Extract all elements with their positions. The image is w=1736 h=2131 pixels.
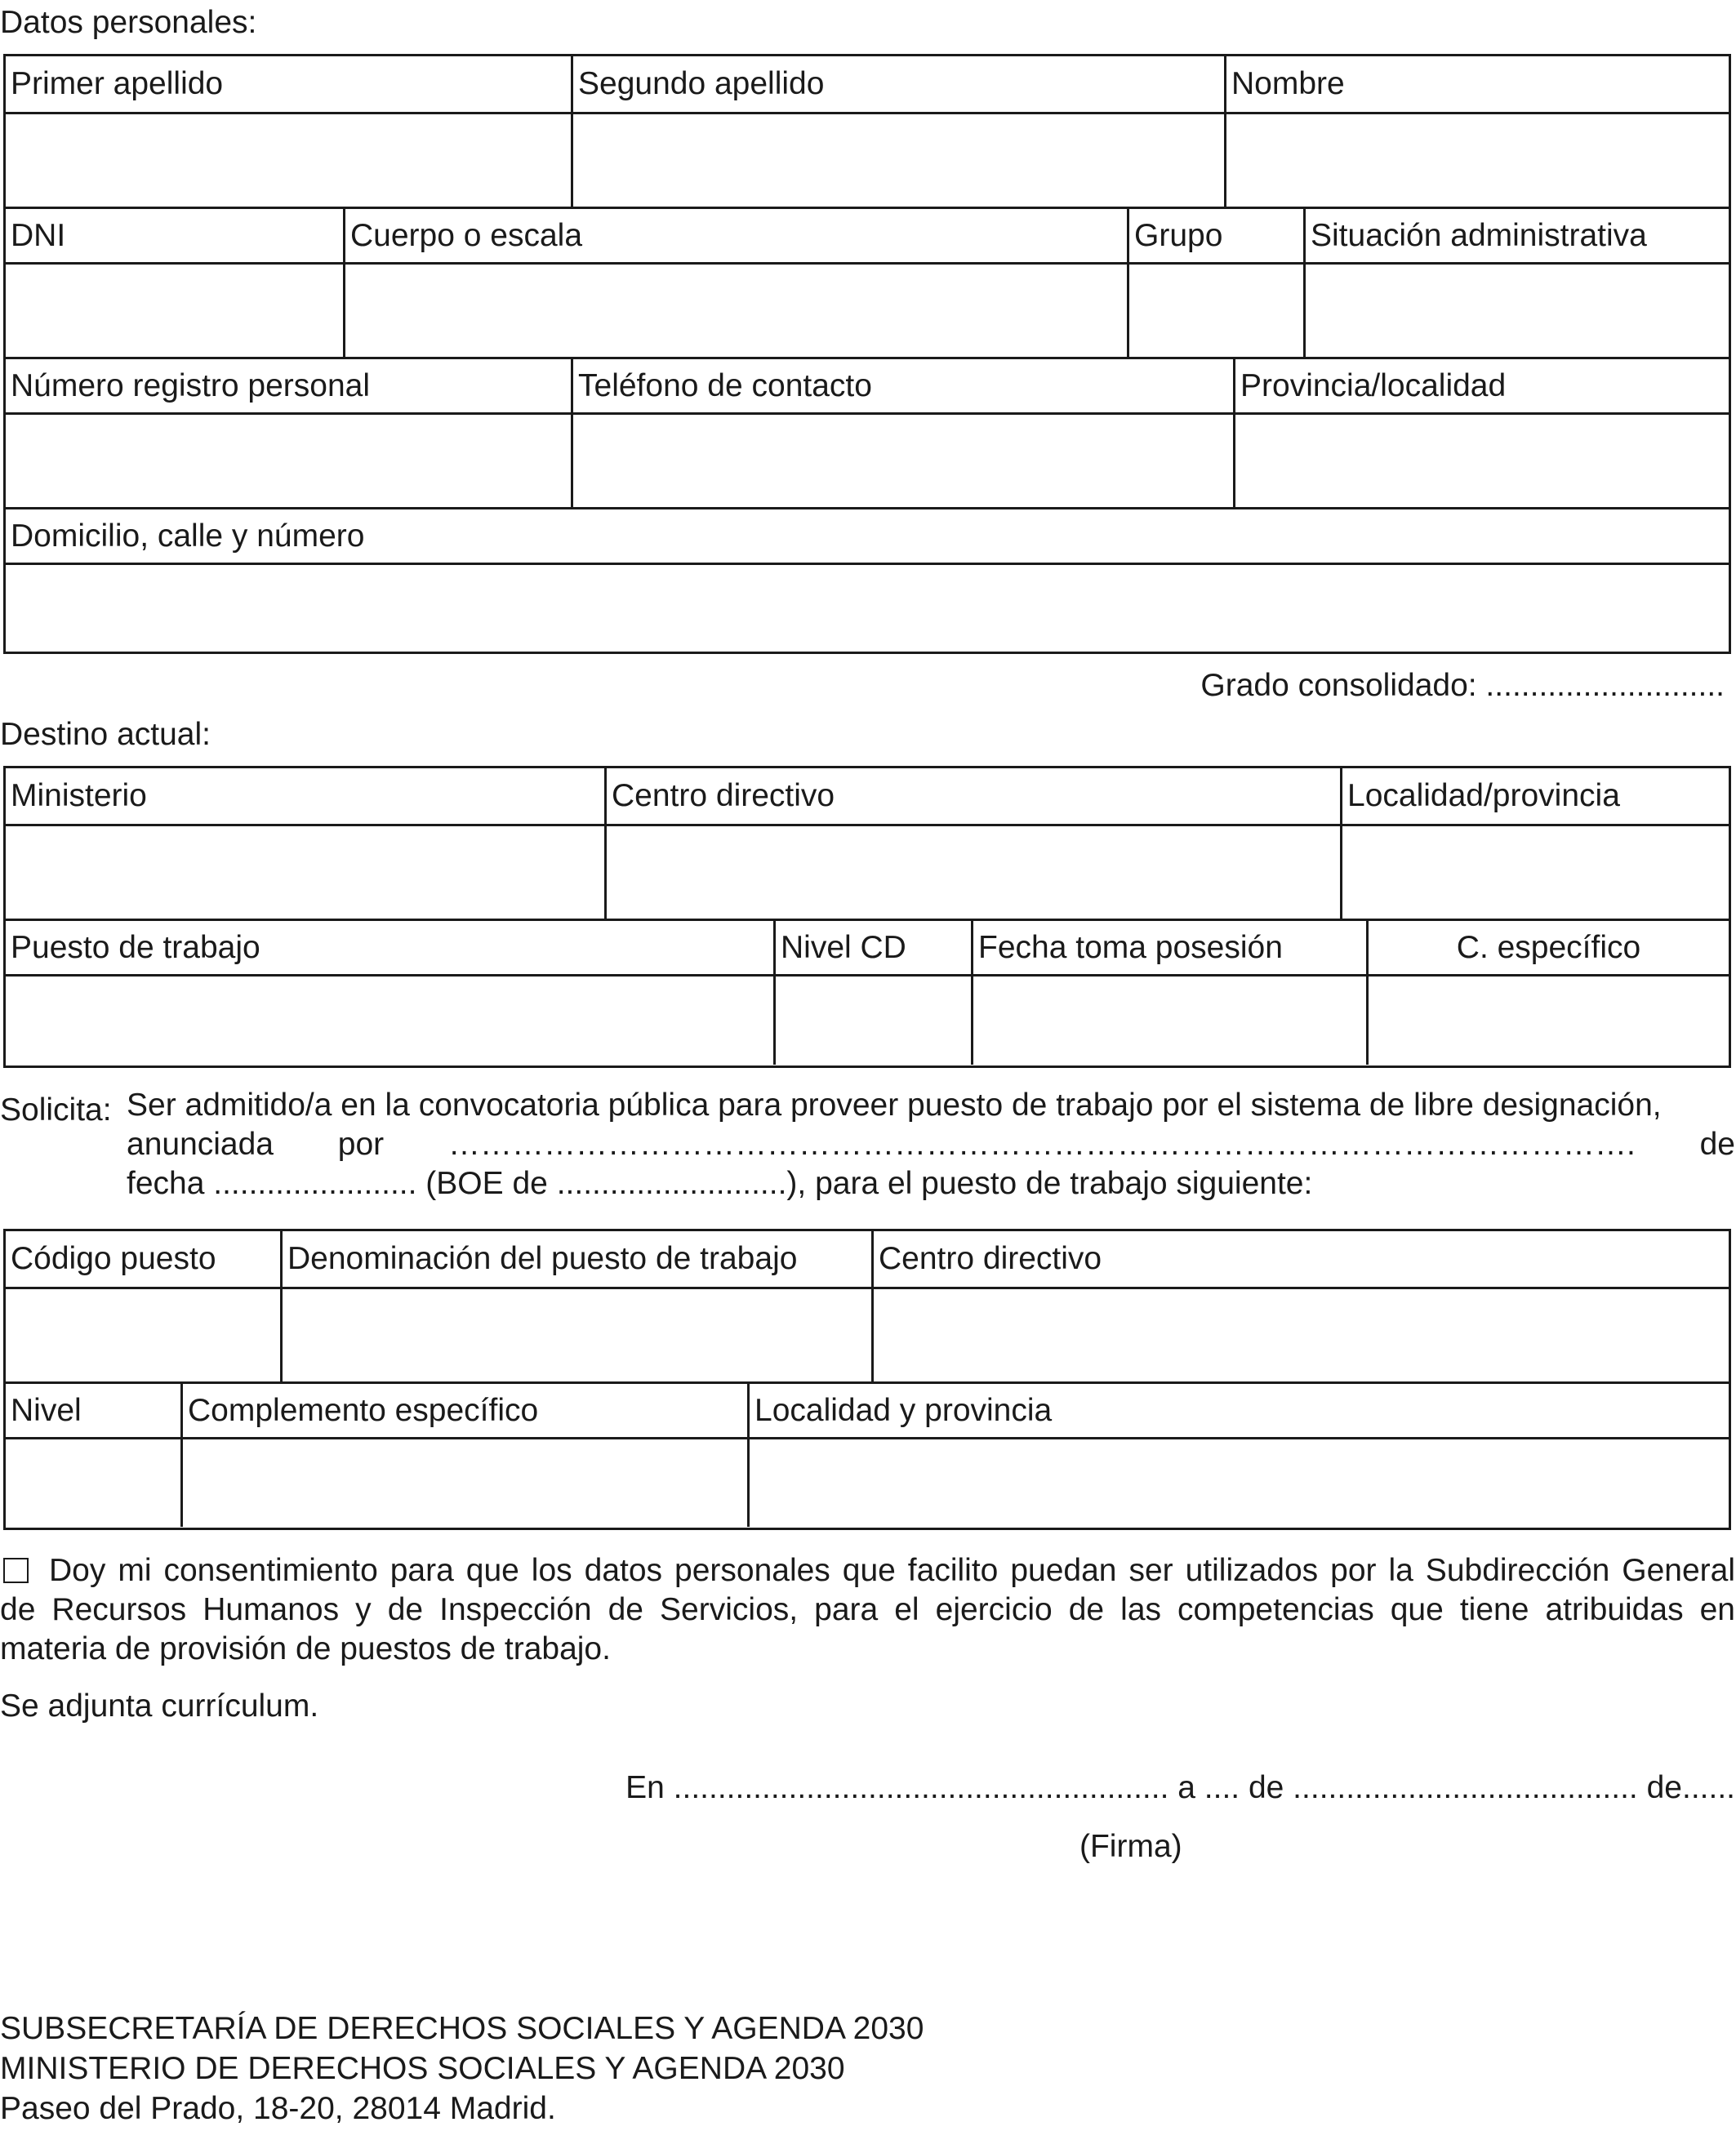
fecha-toma-posesion-field[interactable] (971, 977, 1366, 1065)
puesto-table (3, 1229, 1731, 1530)
personal-row2-labels (6, 207, 1729, 262)
grado-consolidado: Grado consolidado: ........................... (1200, 668, 1725, 703)
label-c-especifico: C. específico (1456, 929, 1641, 965)
label-centro-directivo-solicitado: Centro directivo (879, 1241, 1102, 1276)
consent-line2-wrap (0, 1590, 1735, 1630)
label-cuerpo-escala: Cuerpo o escala (350, 217, 583, 253)
puesto-row1-labels (6, 1231, 1729, 1287)
centro-directivo-field[interactable] (604, 826, 1340, 919)
curriculum-note: Se adjunta currículum. (0, 1688, 319, 1724)
solicita-line3: fecha ....................... (BOE de ..........................), para el puesto de trabajo siguiente: (127, 1166, 1313, 1201)
label-numero-registro: Número registro personal (11, 367, 371, 403)
solicita-label: Solicita: (0, 1092, 112, 1128)
personal-row4-labels (6, 507, 1729, 563)
label-telefono: Teléfono de contacto (578, 367, 872, 403)
consent-line1-wrap (49, 1551, 1735, 1590)
nivel-cd-field[interactable] (773, 977, 971, 1065)
personal-row3-labels (6, 357, 1729, 412)
label-centro-directivo: Centro directivo (612, 778, 835, 813)
destino-row1-inputs (6, 824, 1729, 919)
label-complemento-especifico: Complemento específico (188, 1392, 539, 1428)
numero-registro-field[interactable] (6, 415, 571, 507)
cuerpo-escala-field[interactable] (343, 265, 1127, 357)
personal-row4-inputs (6, 563, 1729, 651)
footer-line3: Paseo del Prado, 18-20, 28014 Madrid. (0, 2091, 556, 2126)
situacion-administrativa-field[interactable] (1303, 265, 1729, 357)
localidad-y-provincia-field[interactable] (747, 1439, 1729, 1527)
personal-row1-labels (6, 56, 1729, 112)
consent-line3: materia de provisión de puestos de trabajo. (0, 1631, 611, 1666)
codigo-puesto-field[interactable] (6, 1289, 280, 1381)
label-denominacion-puesto: Denominación del puesto de trabajo (287, 1241, 798, 1276)
footer-line2: MINISTERIO DE DERECHOS SOCIALES Y AGENDA 2030 (0, 2051, 845, 2086)
destino-heading: Destino actual: (0, 717, 211, 752)
segundo-apellido-field[interactable] (571, 114, 1224, 207)
c-especifico-field[interactable] (1366, 977, 1729, 1065)
personal-row3-inputs (6, 412, 1729, 507)
consent-checkbox[interactable] (3, 1558, 29, 1583)
nivel-field[interactable] (6, 1439, 180, 1527)
label-primer-apellido: Primer apellido (11, 66, 224, 101)
destino-row2-labels (6, 919, 1729, 974)
label-fecha-toma-posesion: Fecha toma posesión (978, 929, 1283, 965)
label-localidad-y-provincia: Localidad y provincia (754, 1392, 1053, 1428)
personal-row2-inputs (6, 262, 1729, 357)
solicita-line2: anunciada por …………………………………………………………………………………………………. de (127, 1127, 1735, 1162)
solicita-line1: Ser admitido/a en la convocatoria pública para proveer puesto de trabajo por el sistema de libre designación, (127, 1088, 1662, 1123)
telefono-field[interactable] (571, 415, 1233, 507)
destino-row2-inputs (6, 974, 1729, 1065)
label-segundo-apellido: Segundo apellido (578, 66, 825, 101)
label-codigo-puesto: Código puesto (11, 1241, 216, 1276)
place-date-line: En ........................................................ a .... de ....................................... de...... (625, 1770, 1735, 1805)
ministerio-field[interactable] (6, 826, 604, 919)
solicita-line2-wrap (127, 1125, 1735, 1164)
puesto-row2-labels (6, 1381, 1729, 1437)
label-localidad-provincia: Localidad/provincia (1347, 778, 1620, 813)
grupo-field[interactable] (1127, 265, 1303, 357)
label-situacion-administrativa: Situación administrativa (1311, 217, 1647, 253)
puesto-trabajo-field[interactable] (6, 977, 773, 1065)
label-nombre: Nombre (1231, 66, 1345, 101)
label-grupo: Grupo (1134, 217, 1223, 253)
firma-label: (Firma) (1079, 1829, 1182, 1864)
label-nivel: Nivel (11, 1392, 82, 1428)
personal-row1-inputs (6, 112, 1729, 207)
personal-heading: Datos personales: (0, 5, 257, 40)
destino-row1-labels (6, 768, 1729, 824)
label-dni: DNI (11, 217, 66, 253)
destino-table (3, 766, 1731, 1068)
label-ministerio: Ministerio (11, 778, 147, 813)
denominacion-puesto-field[interactable] (280, 1289, 871, 1381)
primer-apellido-field[interactable] (6, 114, 571, 207)
localidad-provincia-field[interactable] (1340, 826, 1729, 919)
dni-field[interactable] (6, 265, 343, 357)
provincia-localidad-field[interactable] (1233, 415, 1729, 507)
centro-directivo-solicitado-field[interactable] (871, 1289, 1729, 1381)
puesto-row2-inputs (6, 1437, 1729, 1527)
solicita-text (127, 1086, 1735, 1125)
complemento-especifico-field[interactable] (180, 1439, 747, 1527)
puesto-row1-inputs (6, 1287, 1729, 1381)
label-provincia-localidad: Provincia/localidad (1240, 367, 1507, 403)
label-nivel-cd: Nivel CD (781, 929, 906, 965)
domicilio-field[interactable] (6, 565, 1729, 651)
nombre-field[interactable] (1224, 114, 1729, 207)
label-puesto-trabajo: Puesto de trabajo (11, 929, 260, 965)
consent-line1: Doy mi consentimiento para que los datos personales que facilito puedan ser utilizados por la Subdirección General (49, 1553, 1735, 1588)
consent-line2: de Recursos Humanos y de Inspección de Servicios, para el ejercicio de las competencias que tiene atribuidas en (0, 1592, 1735, 1627)
label-domicilio: Domicilio, calle y número (11, 518, 365, 554)
footer-line1: SUBSECRETARÍA DE DERECHOS SOCIALES Y AGENDA 2030 (0, 2011, 924, 2046)
personal-table (3, 54, 1731, 654)
